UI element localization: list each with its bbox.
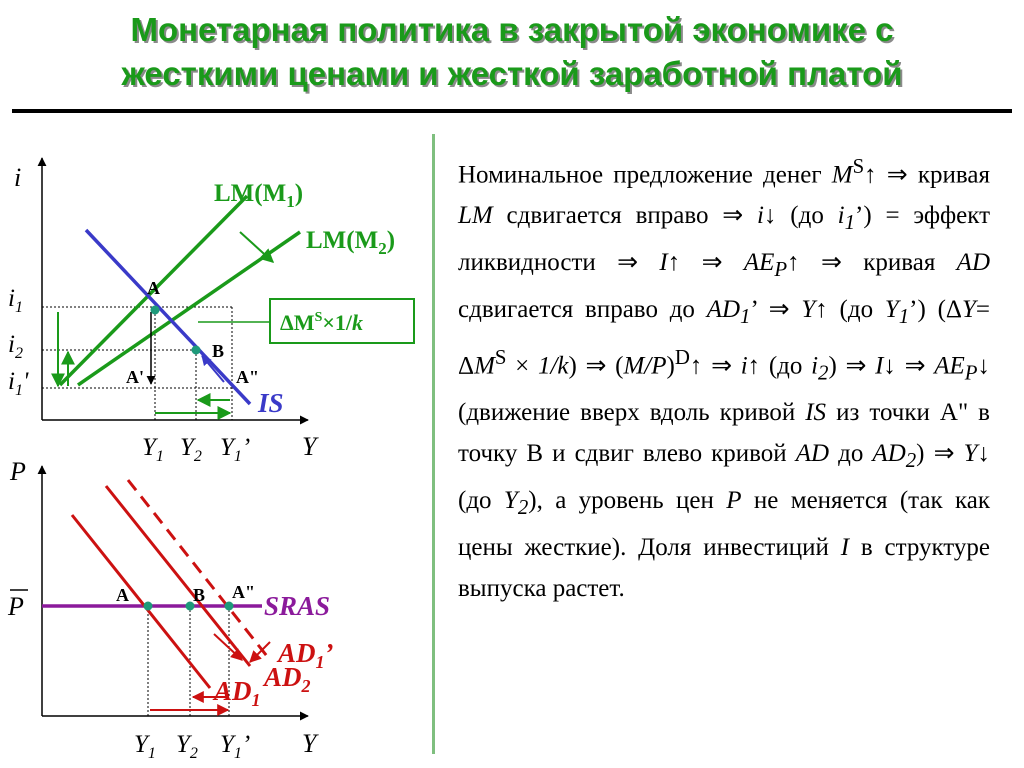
lm2-label: $LM(M_2)$ (306, 227, 396, 258)
i2-label: $i_2$ (8, 331, 23, 362)
title-line-1: Монетарная политика в закрытой экономике с (130, 11, 894, 48)
point-a2-bottom (225, 602, 234, 611)
y1-prime-label-bottom: $Y_1$’ (220, 731, 251, 762)
ad1-prime-curve (128, 480, 270, 660)
ad2-curve (106, 486, 250, 666)
y1-label-top: $Y_1$ (142, 434, 164, 465)
point-b-label-bottom: B (193, 585, 206, 605)
bottom-x-axis-label: Y (302, 729, 317, 758)
point-a-label-top: A (147, 278, 160, 298)
ad1-curve (72, 515, 210, 688)
point-a-bottom (144, 602, 153, 611)
ad2-label: $AD_2$ (264, 662, 311, 696)
ad-sras-graph (7, 457, 334, 762)
y1-prime-label-top: $Y_1$’ (220, 434, 251, 465)
i1-prime-label: $i_1'$ (8, 368, 29, 399)
i1-label: $i_1$ (8, 285, 23, 316)
sras-label: SRAS (264, 591, 331, 621)
is-curve (86, 230, 250, 404)
y1-label-bottom: $Y_1$ (134, 731, 156, 762)
point-b-top (192, 346, 201, 355)
ad1-prime-label: $AD_1$’ (278, 638, 334, 672)
is-label: IS (258, 388, 284, 418)
top-guide-lines (42, 307, 232, 420)
vertical-divider (432, 134, 435, 754)
top-y-axis-label: i (14, 163, 22, 192)
point-a1-label-top: A' (126, 367, 144, 387)
point-a2-label-bottom: A" (232, 582, 255, 602)
ad1-label: $AD_1$ (214, 676, 261, 710)
y2-label-bottom: $Y_2$ (176, 731, 198, 762)
is-lm-ad-diagram (0, 0, 432, 768)
lm-shift-arrow (240, 232, 273, 262)
point-a-top (151, 306, 160, 315)
point-a2-label-top: A" (236, 367, 259, 387)
money-multiplier-label: $\Delta M^S\times 1/k$ (280, 310, 364, 335)
explanation-text: Номинальное предложение денег $M^S↑$ ⇒ кривая LM сдвигается вправо ⇒ i↓ (до $i_1$’) = эффект ликвидности ⇒ I↑ ⇒ $AE_P↑$ ⇒ кривая AD сдвигается вправо до $AD_1$’ ⇒ Y↑ (до $Y_1$’) $(\Delta Y= \Delta M^S \times 1/k)$ ⇒ $(M/P)^D↑$ ⇒ i↑ (до $i_2$) ⇒ I↓ ⇒ $AE_P↓$ (движение вверх вдоль кривой IS из точки А" в точку В и сдвиг влево кривой AD до $AD_2$) ⇒ Y↓ (до $Y_2$), а уровень цен P не меняется (так как цены жесткие). Доля инвестиций I в структуре выпуска растет. (458, 154, 991, 602)
point-a-label-bottom: A (116, 585, 129, 605)
top-x-axis-label: Y (302, 432, 317, 461)
y2-label-top: $Y_2$ (180, 434, 202, 465)
title-line-2: жесткими ценами и жесткой заработной платой (121, 55, 903, 92)
p-bar-label: P (8, 592, 24, 621)
point-b-label-top: B (212, 341, 225, 361)
is-lm-graph (8, 158, 414, 465)
bottom-y-axis-label: P (10, 457, 26, 486)
lm1-label: $LM(M_1)$ (214, 180, 304, 211)
